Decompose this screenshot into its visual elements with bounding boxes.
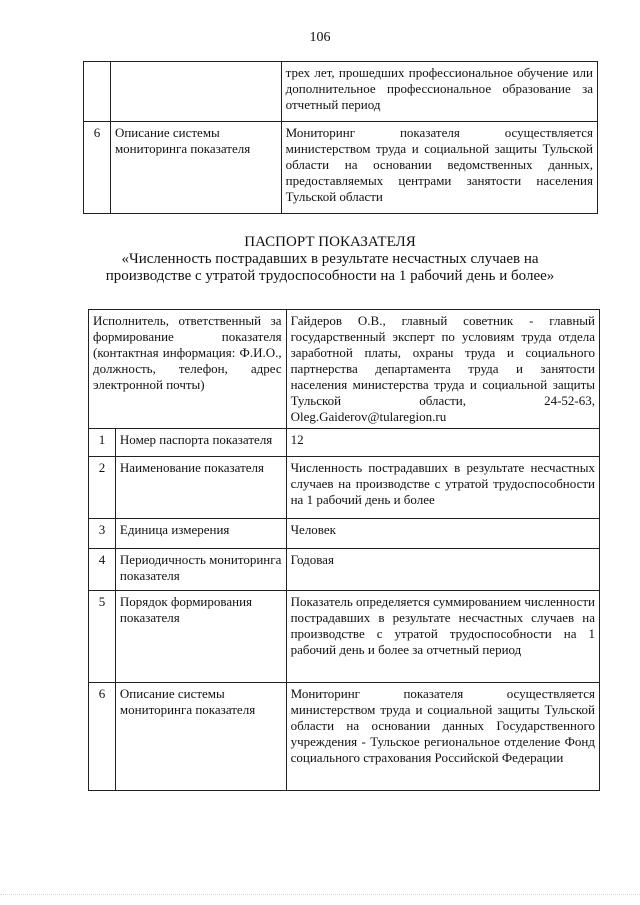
passport-subtitle-line-2: производстве с утратой трудоспособности на 1 рабочий день и более» — [105, 268, 555, 284]
executor-value: Гайдеров О.В., главный советник - главный государственный эксперт по условиям труда отдела заработной платы, охраны труда и социального партнерства департамента труда и занятости населения министерства труда и социальной защиты Тульской области, 24-52-63, Oleg.Gaiderov@tularegion.ru — [286, 310, 599, 429]
table-row — [89, 310, 600, 429]
passport-subtitle-line-1: «Численность пострадавших в результате несчастных случаев на — [121, 251, 539, 267]
passport-title-block — [60, 234, 600, 285]
row-value: 12 — [286, 429, 599, 457]
row-number — [84, 62, 111, 122]
table-row — [89, 457, 600, 519]
row-value: Человек — [286, 519, 599, 549]
executor-label: Исполнитель, ответственный за формирование показателя (контактная информация: Ф.И.О., должность, телефон, адрес электронной почты) — [89, 310, 287, 429]
top-table — [83, 61, 598, 214]
scan-artifact-line — [0, 894, 640, 901]
table-row — [84, 122, 598, 214]
page-number: 106 — [309, 30, 331, 45]
row-label — [110, 62, 281, 122]
row-value: Показатель определяется суммированием численности пострадавших в результате несчастных случаев на производстве с утратой трудоспособности на 1 рабочий день и более за отчетный период — [286, 591, 599, 683]
row-label: Описание системы мониторинга показателя — [110, 122, 281, 214]
row-number: 1 — [89, 429, 116, 457]
table-row — [89, 549, 600, 591]
row-value: Мониторинг показателя осуществляется министерством труда и социальной защиты Тульской области на основании ведомственных данных, предоставляемых центрами занятости населения Тульской области — [281, 122, 597, 214]
passport-table — [88, 309, 600, 791]
row-label: Единица измерения — [115, 519, 286, 549]
row-number: 6 — [89, 683, 116, 791]
row-label: Порядок формирования показателя — [115, 591, 286, 683]
row-number: 6 — [84, 122, 111, 214]
row-value: Мониторинг показателя осуществляется министерством труда и социальной защиты Тульской области на основании данных Государственного учреждения - Тульское региональное отделение Фонд социального страхования Российской Федерации — [286, 683, 599, 791]
table-row — [89, 519, 600, 549]
row-value: Годовая — [286, 549, 599, 591]
row-value: трех лет, прошедших профессиональное обучение или дополнительное профессиональное образование за отчетный период — [281, 62, 597, 122]
row-number: 2 — [89, 457, 116, 519]
table-row — [89, 429, 600, 457]
passport-heading: ПАСПОРТ ПОКАЗАТЕЛЯ — [244, 234, 416, 250]
row-number: 3 — [89, 519, 116, 549]
row-label: Наименование показателя — [115, 457, 286, 519]
row-value: Численность пострадавших в результате несчастных случаев на производстве с утратой трудоспособности на 1 рабочий день и более — [286, 457, 599, 519]
table-row — [89, 683, 600, 791]
row-label: Описание системы мониторинга показателя — [115, 683, 286, 791]
row-number: 4 — [89, 549, 116, 591]
row-label: Номер паспорта показателя — [115, 429, 286, 457]
row-label: Периодичность мониторинга показателя — [115, 549, 286, 591]
table-row — [84, 62, 598, 122]
table-row — [89, 591, 600, 683]
row-number: 5 — [89, 591, 116, 683]
